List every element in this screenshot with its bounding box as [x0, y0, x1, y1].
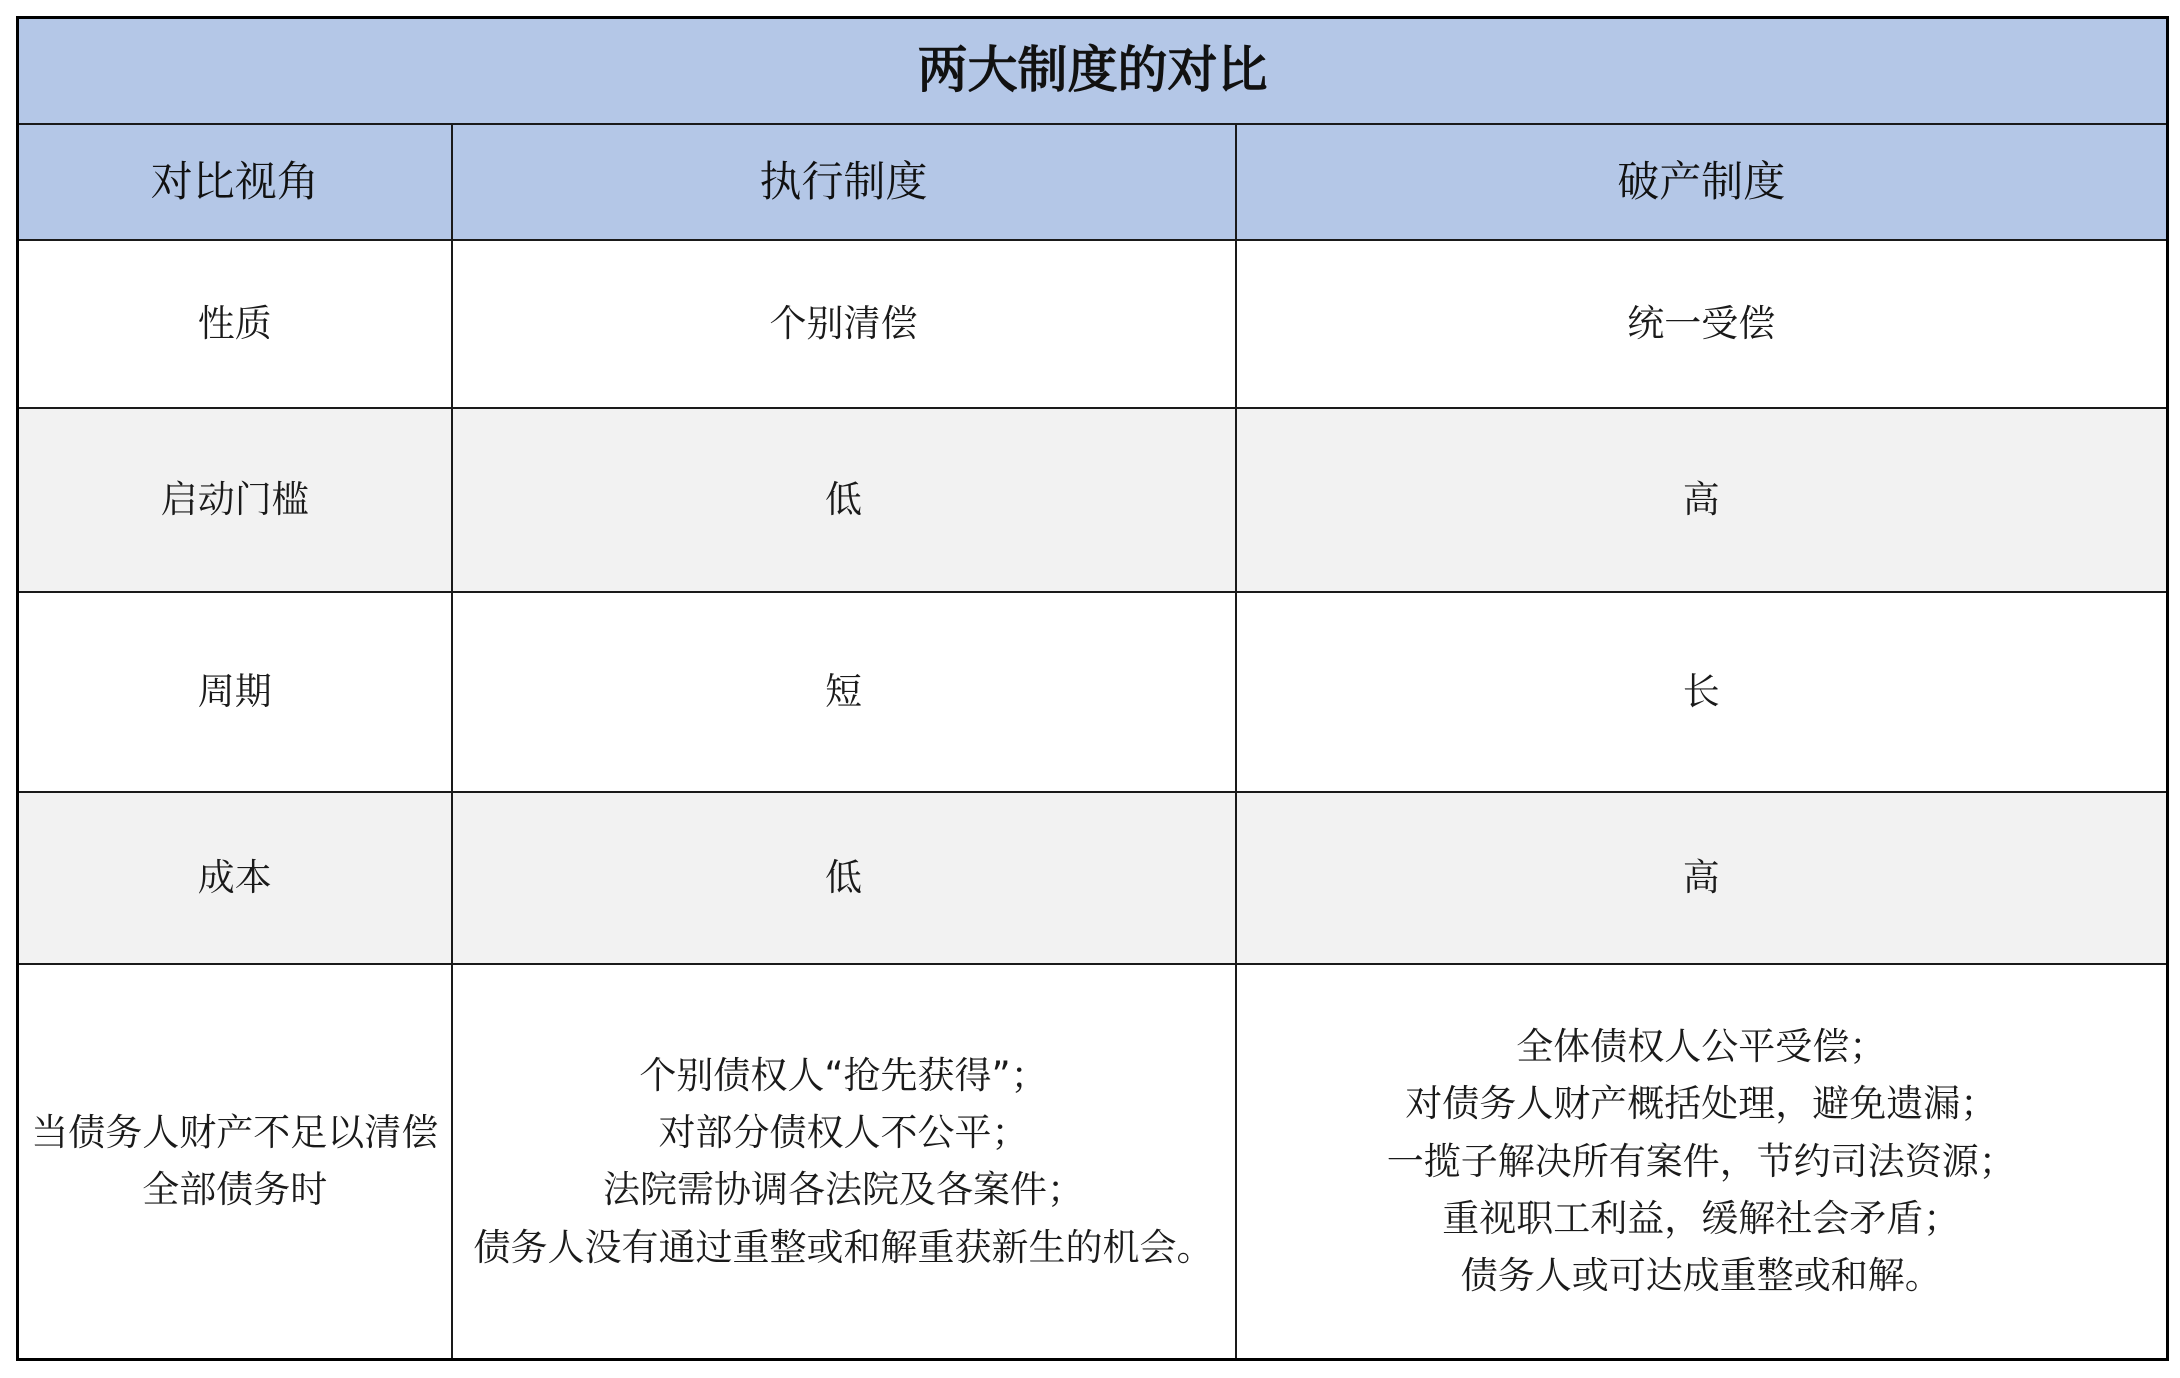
header-aspect: 对比视角 — [18, 124, 452, 240]
cell-line: 对部分债权人不公平； — [658, 1110, 1029, 1154]
cell-bankruptcy — [1236, 964, 2168, 1360]
table-row — [18, 792, 2168, 964]
cell-aspect: 启动门槛 — [18, 408, 452, 592]
cell-line: 对债务人财产概括处理，避免遗漏； — [1405, 1082, 1998, 1126]
header-bankruptcy: 破产制度 — [1236, 124, 2168, 240]
header-execution: 执行制度 — [452, 124, 1236, 240]
cell-execution: 低 — [452, 792, 1236, 964]
cell-line: 债务人没有通过重整或和解重获新生的机会。 — [473, 1225, 1214, 1269]
table-row — [18, 408, 2168, 592]
cell-execution: 低 — [452, 408, 1236, 592]
cell-bankruptcy: 高 — [1236, 408, 2168, 592]
cell-execution — [452, 964, 1236, 1360]
cell-bankruptcy: 统一受偿 — [1236, 240, 2168, 408]
title-row — [18, 18, 2168, 124]
cell-line: 当债务人财产不足以清偿 — [31, 1110, 439, 1154]
cell-aspect: 性质 — [18, 240, 452, 408]
table-title: 两大制度的对比 — [18, 18, 2168, 124]
cell-execution: 个别清偿 — [452, 240, 1236, 408]
cell-aspect — [18, 964, 452, 1360]
cell-bankruptcy: 长 — [1236, 592, 2168, 792]
table-row — [18, 964, 2168, 1360]
cell-line: 一揽子解决所有案件，节约司法资源； — [1386, 1139, 2016, 1183]
header-row — [18, 124, 2168, 240]
cell-aspect: 周期 — [18, 592, 452, 792]
cell-line: 债务人或可达成重整或和解。 — [1460, 1254, 1942, 1298]
cell-bankruptcy: 高 — [1236, 792, 2168, 964]
cell-line: 全体债权人公平受偿； — [1516, 1024, 1887, 1068]
cell-line: 全部债务时 — [142, 1168, 328, 1212]
table-row — [18, 240, 2168, 408]
cell-aspect: 成本 — [18, 792, 452, 964]
table-row — [18, 592, 2168, 792]
cell-execution: 短 — [452, 592, 1236, 792]
cell-line: 重视职工利益，缓解社会矛盾； — [1442, 1196, 1961, 1240]
cell-line: 法院需协调各法院及各案件； — [603, 1168, 1084, 1212]
comparison-table — [16, 16, 2169, 1361]
cell-line: 个别债权人“抢先获得”； — [639, 1053, 1048, 1097]
